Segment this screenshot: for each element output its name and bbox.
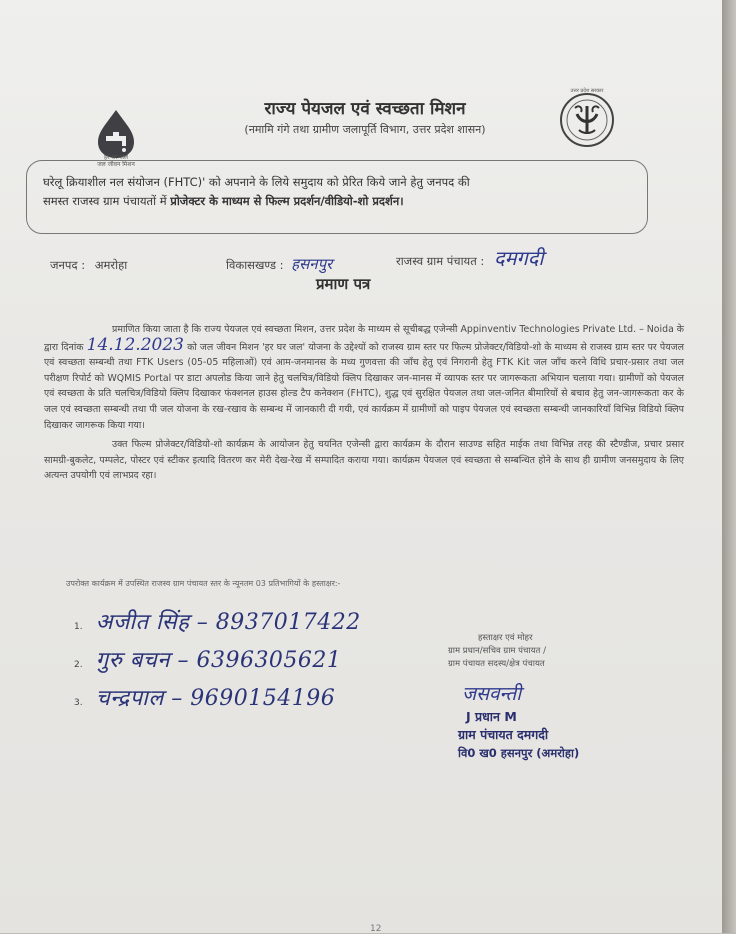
body-paragraph-2: उक्त फिल्म प्रोजेक्टर/विडियो-शो कार्यक्रम के आयोजन हेतु चयनित एजेन्सी द्वारा कार्यक्रम के दौरान साउण्ड सहित माईक तथा विभिन्न तरह की स्टैण्डीज, प्रचार प्रसार सामग्री-बुकलेट, पम्पलेट, पोस्टर एवं स्टीकर इत्यादि वितरण कर मेरी देख-रेख में सम्पादित कराया गया। कार्यक्रम पेयजल एवं स्वच्छता से सम्बन्धित होने के साथ ही ग्रामीण जनसमुदाय के लिए अत्यन्त उपयोगी एवं लाभप्रद रहा। — [44, 439, 684, 482]
program-date: 14.12.2023 — [86, 334, 184, 355]
left-logo-caption: हर घर जल जल जीवन मिशन — [97, 154, 135, 168]
body-p1-part-b: को जल जीवन मिशन 'हर घर जल' योजना के उद्देश्यों को राजस्व ग्राम स्तर पर फिल्म प्रोजेक्टर/विडियो-शो के माध्यम से राजस्व ग्राम स्तर पर पेयजल एवं स्वच्छता सम्बन्धी तथा FTK Users (05-05 महिलाओं) एवं आम-जनमानस के मध्य गुणवत्ता की जाँच हेतु एवं निगरानी हेतु FTK Kit जल जाँच करने विधि प्रचार-प्रसार तथा जल परीक्षण रिपोर्ट को WQMIS Portal पर डाटा अपलोड किया जाने हेतु चलचित्र/विडियो क्लिप दिखाकर जन-मानस में व्यापक स्तर पर जागरूकता अभियान चलाया गया। ग्रामीणों को पेयजल एवं स्वच्छता के प्रति चलचित्र/विडियो क्लिप दिखाकर फंक्शनल हाउस होल्ड टैप कनेक्शन (FHTC), शुद्ध एवं सुरक्षित पेयजल तथा जल-जनित बीमारियों से बचाव हेतु जन-जागरूकता कर के जल एवं स्वच्छता सम्बन्धी तथा पी जल योजना के रख-रखाव के सम्बन्ध में जानकारी दी गयी, एवं कार्यक्रम में ग्रामीणों को पाइप पेयजल एवं स्वच्छता सम्बन्धी जानकारियाँ विभिन्न विडियो क्लिप दिखाकर जागरूक किया गया। — [44, 341, 684, 431]
document-subtitle: (नमामि गंगे तथा ग्रामीण जलापूर्ति विभाग, उत्तर प्रदेश शासन) — [244, 123, 486, 136]
banner-line-1: घरेलू क्रियाशील नल संयोजन (FHTC)' को अपनाने के लिये समुदाय को प्रेरित किये जाने हेतु जनपद की — [43, 175, 470, 189]
banner-line-2-plain: समस्त राजस्व ग्राम पंचायतों में — [43, 194, 171, 208]
district-label: जनपद : — [50, 258, 86, 272]
signature-role-line-2: ग्राम पंचायत सदस्य/क्षेत्र पंचायत — [448, 659, 545, 669]
certificate-body — [44, 322, 684, 484]
participant-number: 2. — [74, 660, 83, 670]
participant-signature: चन्द्रपाल – 9690154196 — [95, 686, 336, 711]
stamp-line-2: ग्राम पंचायत दमगदी — [458, 727, 549, 742]
document-title: राज्य पेयजल एवं स्वच्छता मिशन — [264, 99, 466, 119]
signature-role-line-1: ग्राम प्रधान/सचिव ग्राम पंचायत / — [448, 646, 546, 656]
block-field — [226, 254, 332, 274]
village-field — [396, 244, 544, 271]
district-value: अमरोहा — [94, 258, 128, 272]
village-label: राजस्व ग्राम पंचायत : — [396, 254, 485, 268]
signature-block — [448, 632, 618, 671]
right-logo-caption: उत्तर प्रदेश सरकार — [570, 88, 604, 94]
stamp-line-1: J प्रधान M — [466, 709, 517, 724]
participant-signature: अजीत सिंह – 8937017422 — [95, 610, 361, 635]
pradhan-signature: जसवन्ती — [462, 683, 522, 705]
village-value: दमगदी — [493, 246, 544, 270]
participant-signature: गुरु बचन – 6396305621 — [95, 648, 342, 673]
participant-row — [74, 682, 474, 712]
page-shadow — [722, 0, 736, 933]
signature-heading: हस्ताक्षर एवं मोहर — [478, 633, 533, 643]
stamp-line-3: वि0 ख0 हसनपुर (अमरोहा) — [458, 746, 580, 760]
certificate-heading: प्रमाण पत्र — [316, 275, 371, 293]
banner-line-2 — [43, 192, 631, 211]
pradhan-stamp — [458, 708, 658, 762]
participant-row — [74, 606, 474, 636]
page-number: 12 — [370, 924, 382, 934]
participant-row — [74, 644, 474, 674]
participants-note: उपरोक्त कार्यक्रम में उपस्थित राजस्व ग्राम पंचायत स्तर के न्यूनतम 03 प्रतिभागियों के हस्ताक्षर:- — [66, 579, 341, 588]
block-value: हसनपुर — [291, 255, 333, 273]
block-label: विकासखण्ड : — [226, 258, 284, 272]
banner-line-2-bold: प्रोजेक्टर के माध्यम से फिल्म प्रदर्शन/वीडियो-शो प्रदर्शन। — [170, 194, 404, 208]
participant-number: 3. — [74, 698, 83, 708]
participant-number: 1. — [74, 622, 83, 632]
up-government-emblem — [557, 84, 617, 158]
body-p1-part-a: प्रमाणित किया जाता है कि राज्य पेयजल एवं स्वच्छता मिशन, उत्तर प्रदेश के माध्यम से सूचीबद्ध एजेन्सी Appinventiv Technologies Private Ltd. – Noida के द्वारा दिनांक — [44, 324, 684, 353]
subject-banner — [26, 160, 648, 234]
district-field — [50, 258, 127, 273]
body-paragraph-1 — [44, 322, 684, 433]
